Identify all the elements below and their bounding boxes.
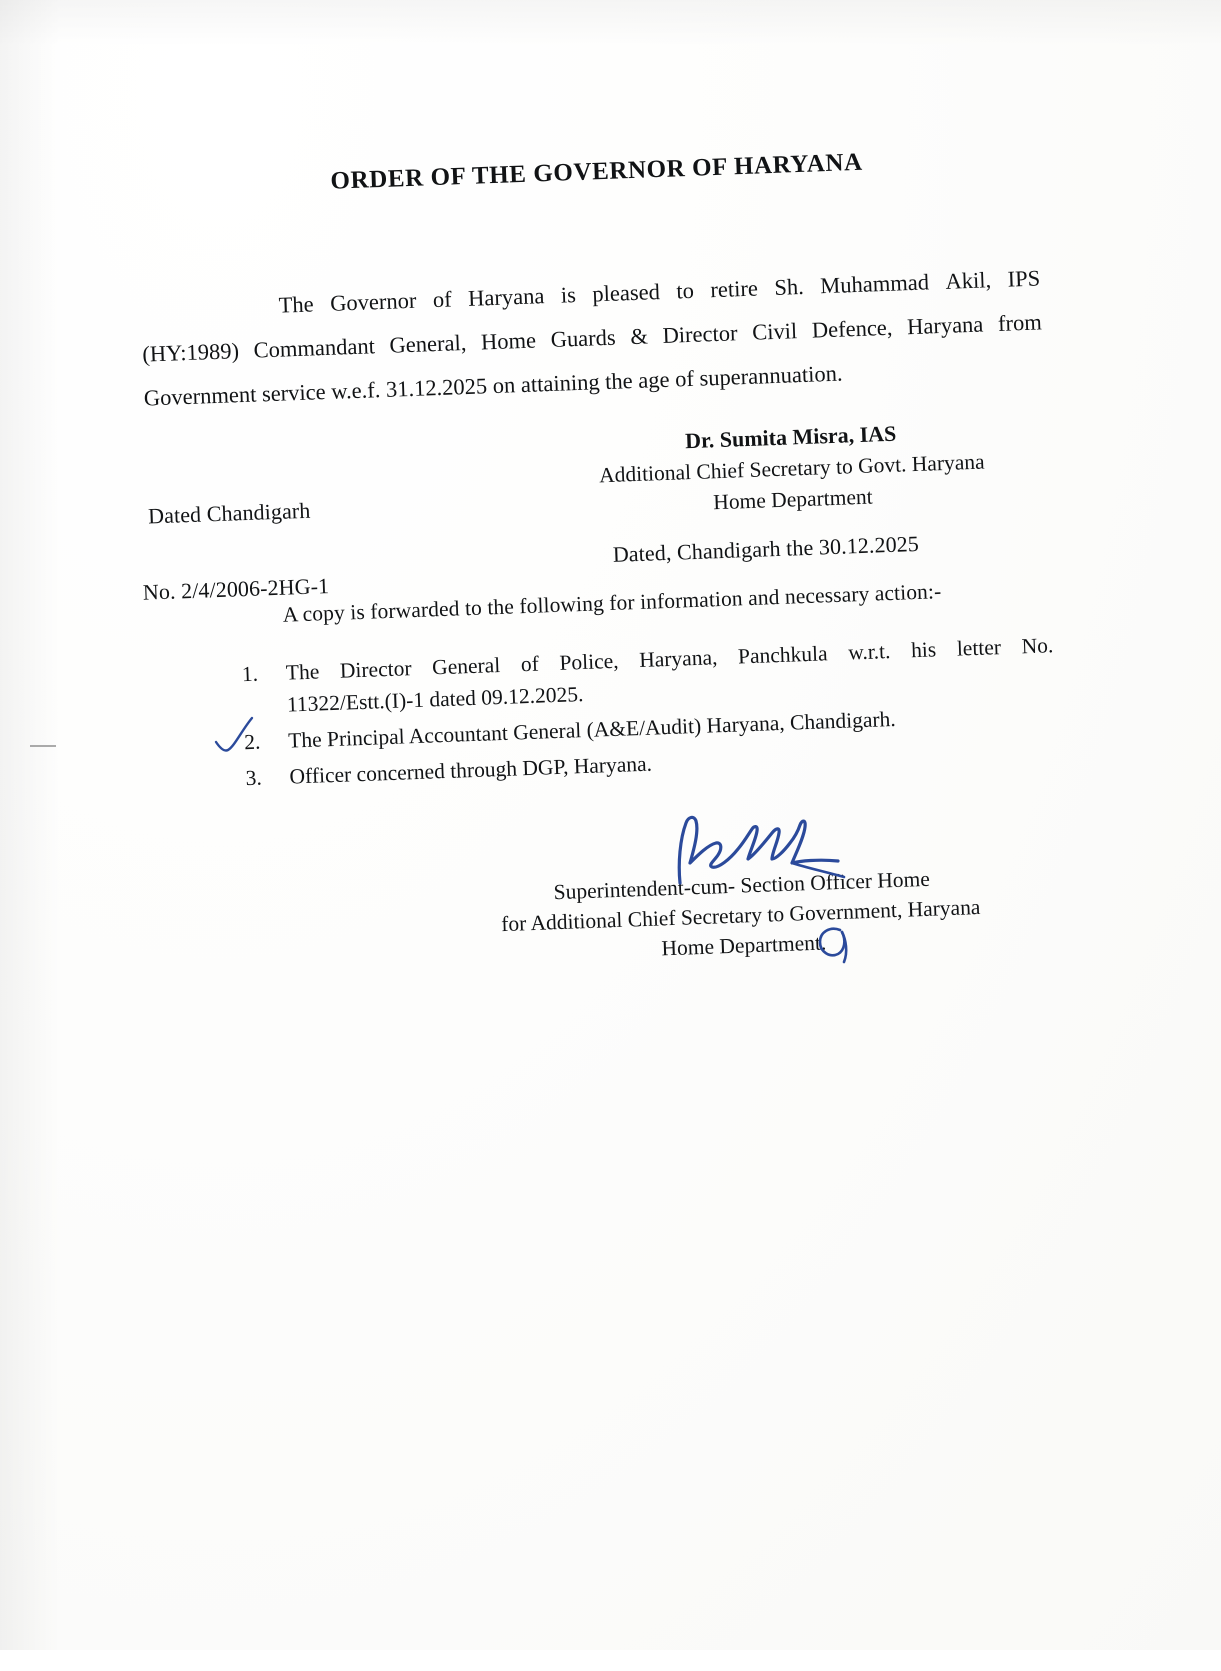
countersign-title: Superintendent-cum- Section Officer Home (553, 866, 931, 905)
word: Home (480, 327, 537, 355)
word: to (675, 277, 695, 304)
signatory-designation: Additional Chief Secretary to Govt. Haryana (598, 449, 985, 488)
word: General (431, 653, 501, 680)
word: letter (956, 635, 1002, 661)
page-title: ORDER OF THE GOVERNOR OF HARYANA (330, 148, 864, 195)
word: pleased (591, 279, 661, 307)
dated-place: Dated Chandigarh (147, 497, 311, 529)
word: Sh. (773, 273, 805, 300)
word: The (285, 659, 320, 685)
word: Haryana (906, 311, 984, 340)
word: No. (1021, 633, 1054, 659)
word: IPS (1007, 265, 1041, 292)
word: retire (709, 275, 759, 303)
word: Civil (751, 318, 798, 345)
word: w.r.t. (847, 639, 891, 665)
order-paragraph (140, 256, 1044, 420)
countersign-for-line: for Additional Chief Secretary to Government, Haryana (500, 894, 981, 937)
word: Haryana (467, 283, 545, 311)
list-item-text: The Principal Accountant General (A&E/Audit) Haryana, Chandigarh. (287, 706, 897, 753)
word: Akil, (945, 267, 992, 294)
word: from (997, 309, 1043, 336)
word: Muhammad (819, 269, 930, 299)
list-item-number: 1. (241, 661, 259, 687)
list-item-text: Officer concerned through DGP, Haryana. (289, 751, 653, 789)
reference-number: No. 2/4/2006-2HG-1 (142, 573, 330, 605)
word: (HY:1989) (141, 338, 240, 367)
list-item-number: 3. (245, 765, 263, 791)
word: Haryana, (638, 645, 718, 673)
countersign-block (431, 859, 1054, 971)
countersign-department: Home Department. (661, 930, 827, 961)
word: of (520, 651, 540, 677)
list-item-continuation: 11322/Estt.(I)-1 dated 09.12.2025. (286, 682, 584, 717)
paragraph-line-3: Government service w.e.f. 31.12.2025 on attaining the age of superannuation. (143, 360, 843, 411)
word: Director (662, 320, 738, 348)
signatory-name: Dr. Sumita Misra, IAS (684, 420, 897, 454)
word: Defence, (811, 314, 893, 343)
word: Commandant (253, 333, 376, 363)
dated-full: Dated, Chandigarh the 30.12.2025 (612, 530, 920, 567)
signatory-block (555, 413, 1028, 524)
word: Panchkula (737, 641, 828, 669)
word: General, (389, 330, 467, 358)
forwarding-note: A copy is forwarded to the following for information and necessary action:- (282, 579, 942, 627)
word: his (910, 637, 937, 663)
word: is (560, 282, 577, 308)
recipients-list (241, 629, 1057, 798)
signatory-department: Home Department (712, 484, 874, 515)
word: The (278, 291, 315, 318)
word: Police, (559, 648, 619, 675)
word: Governor (329, 287, 417, 316)
word: & (629, 323, 649, 350)
list-item-number: 2. (243, 729, 261, 755)
word: Guards (550, 324, 617, 352)
word: Director (339, 656, 412, 683)
word: of (432, 286, 453, 313)
